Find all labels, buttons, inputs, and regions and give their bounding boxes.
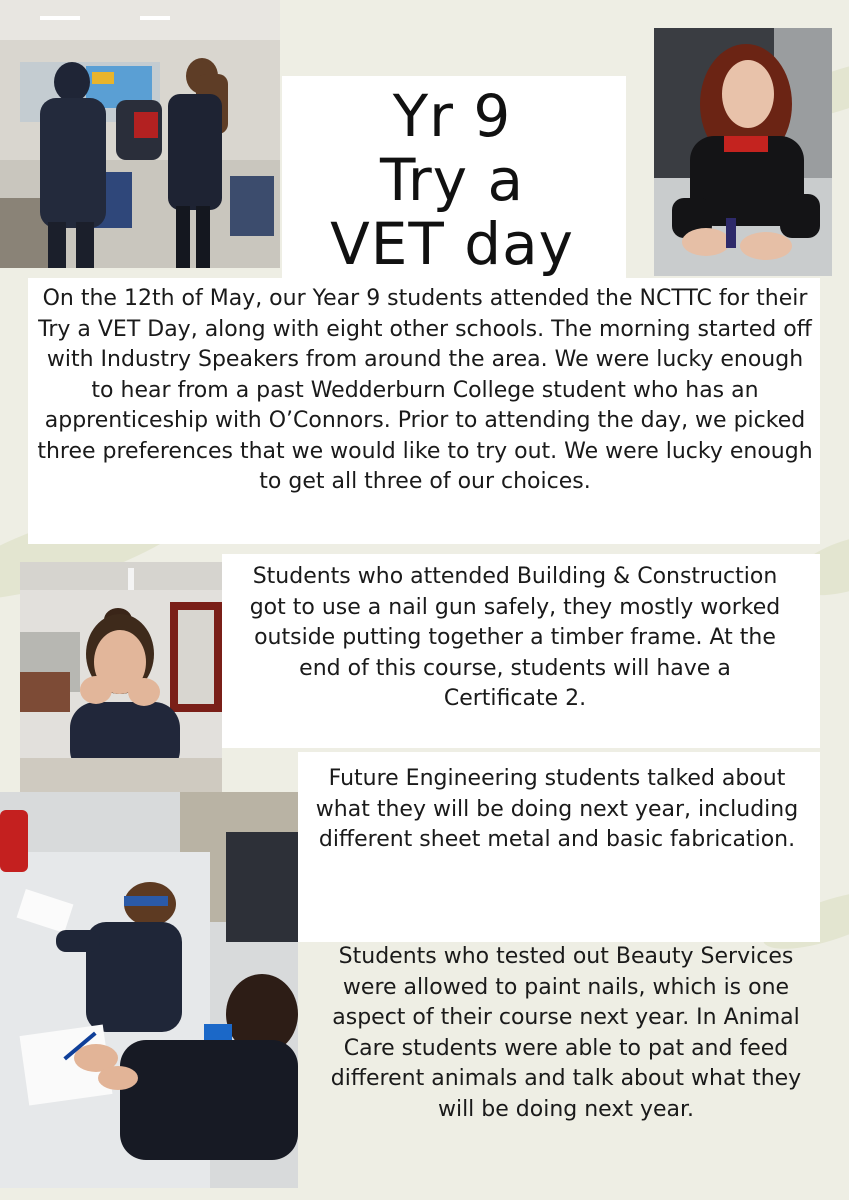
photo-building-student [20, 562, 222, 792]
title-line-1: Yr 9 [392, 82, 512, 150]
page-title [282, 84, 622, 276]
beauty-paragraph: Students who tested out Beauty Services were allowed to paint nails, which is one aspect of their course next year. In Animal Care students were able to pat and feed different animals and talk about what they will be doing next year. [330, 944, 802, 1122]
engineering-paragraph: Future Engineering students talked about what they will be doing next year, including different sheet metal and basic fabrication. [315, 766, 799, 852]
photo-nail-painting [654, 28, 832, 276]
photo-classroom-speakers [0, 0, 280, 268]
intro-paragraph: On the 12th of May, our Year 9 students attended the NCTTC for their Try a VET Day, along with eight other schools. The morning started off with Industry Speakers from around the area. We were lucky enough to hear from a past Wedderburn College student who has an apprenticeship with O’Connors. Prior to attending the day, we picked three preferences that we would like to try out. We were lucky enough to get all three of our choices. [37, 286, 813, 494]
building-paragraph: Students who attended Building & Construction got to use a nail gun safely, they mostly worked outside putting together a timber frame. At the end of this course, students will have a Certificate 2. [249, 564, 781, 711]
photo-students-at-desks [0, 792, 298, 1188]
title-line-3: VET day [330, 210, 574, 278]
title-line-2: Try a [379, 146, 525, 214]
